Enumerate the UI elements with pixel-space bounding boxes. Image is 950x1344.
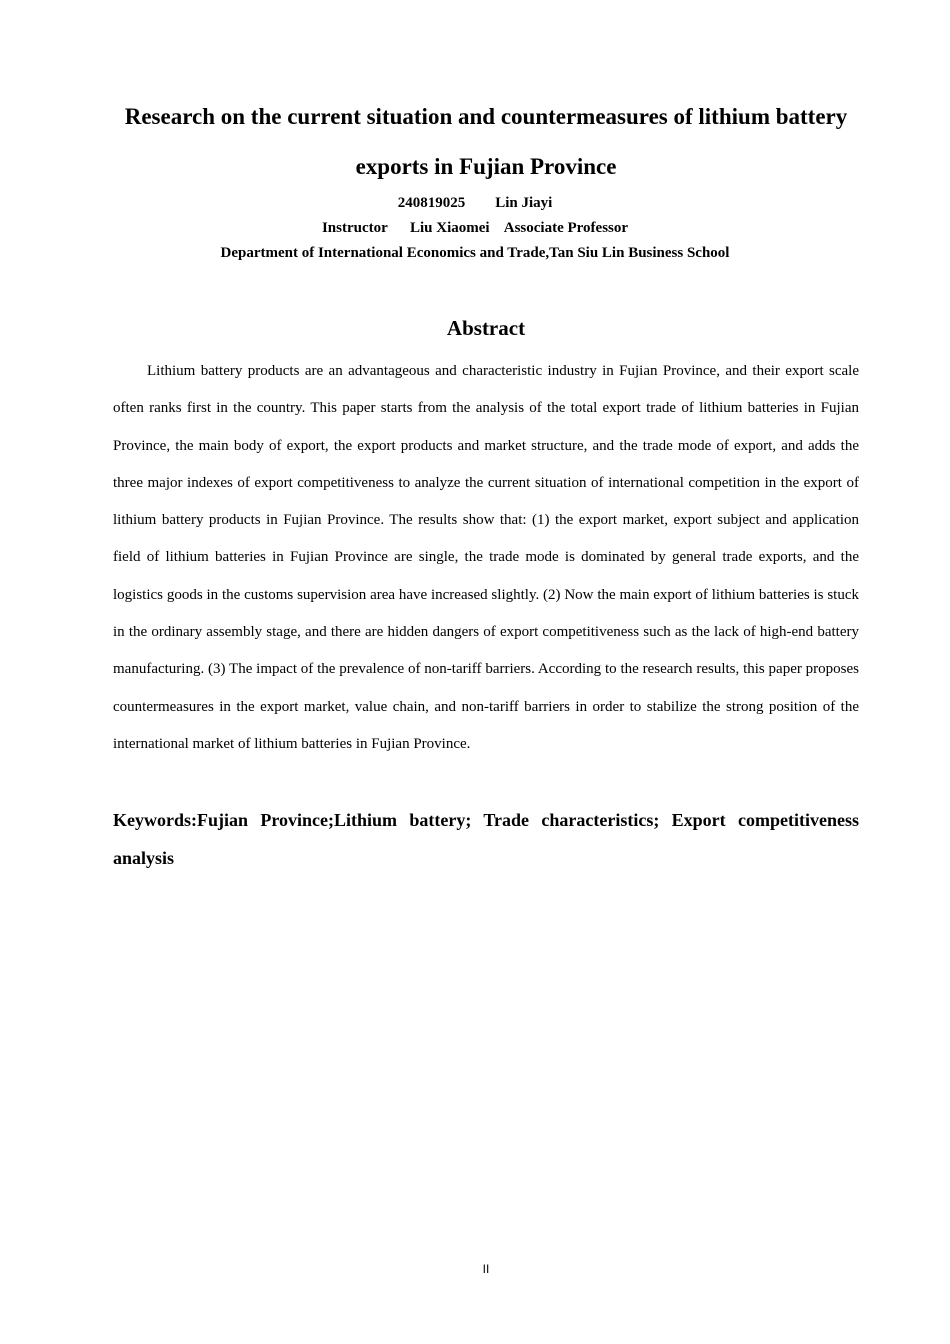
paper-title: Research on the current situation and countermeasures of lithium battery exports in Fujian Province — [124, 104, 848, 179]
instructor-line: Instructor Liu Xiaomei Associate Professor — [321, 220, 629, 236]
abstract-text: Lithium battery products are an advantageous and characteristic industry in Fujian Province, and their export scale often ranks first in the country. This paper starts from the analysis of the total export trade of lithium batteries in Fujian Province, the main body of export, the export products and market structure, and the trade mode of export, and adds the three major indexes of export competitiveness to analyze the current situation of international competition in the export of lithium battery products in Fujian Province. The results show that: (1) the export market, export subject and application field of lithium batteries in Fujian Province are single, the trade mode is dominated by general trade exports, and the logistics goods in the customs supervision area have increased slightly. (2) Now the main export of lithium batteries is stuck in the ordinary assembly stage, and there are hidden dangers of export competitiveness such as the lack of high-end battery manufacturing. (3) The impact of the prevalence of non-tariff barriers. According to the research results, this paper proposes countermeasures in the export market, value chain, and non-tariff barriers in order to stabilize the strong position of the international market of lithium batteries in Fujian Province. — [113, 363, 859, 752]
keywords: Keywords:Fujian Province;Lithium battery; Trade characteristics; Export competitiveness analysis — [113, 810, 859, 868]
department-line: Department of International Economics and Trade,Tan Siu Lin Business School — [220, 245, 730, 261]
author-line: 240819025 Lin Jiayi — [397, 195, 553, 211]
abstract-heading: Abstract — [446, 316, 526, 340]
page-number: II — [482, 1262, 490, 1276]
